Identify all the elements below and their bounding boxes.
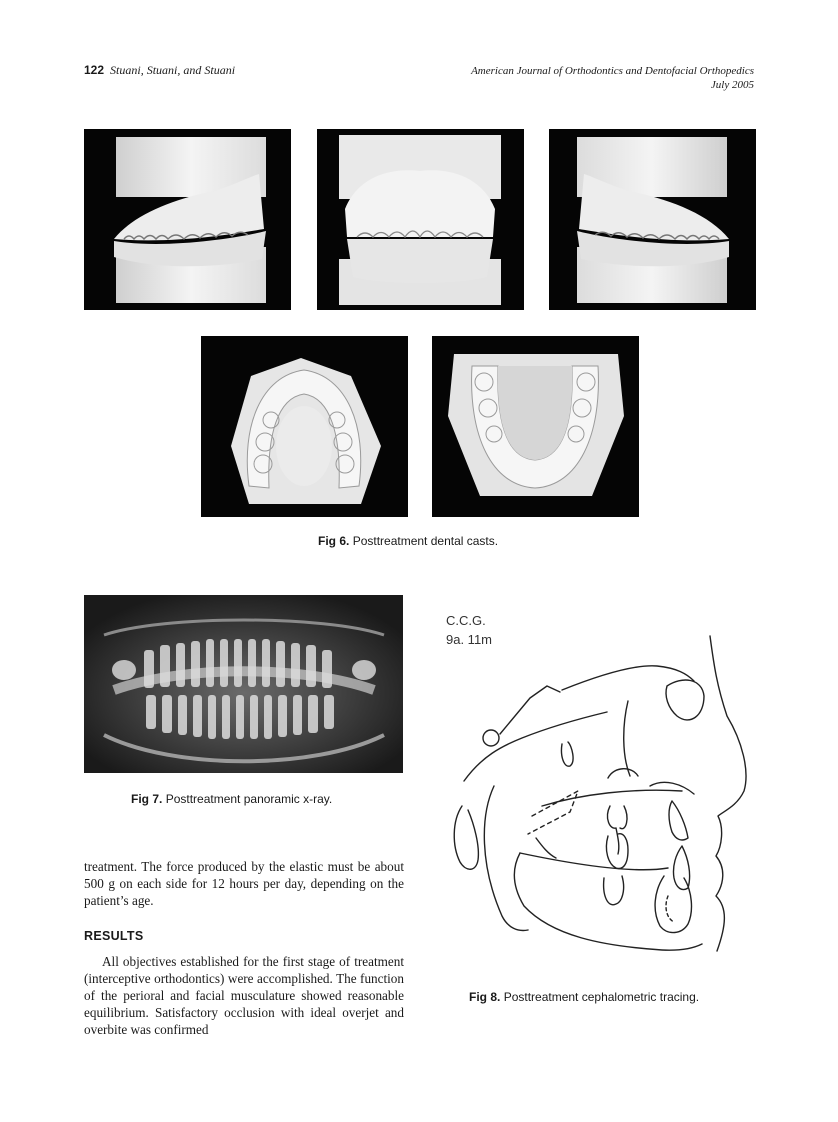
results-heading: RESULTS [84, 929, 144, 943]
body-paragraph-2 [84, 953, 404, 1038]
cast-photo-right-lateral [84, 129, 291, 310]
fig8-caption-text: Posttreatment cephalometric tracing. [503, 990, 700, 1004]
running-header-right [471, 64, 754, 92]
cast-photo-maxillary-occlusal [201, 336, 408, 517]
cephalometric-tracing [432, 606, 757, 978]
running-header-left [84, 63, 235, 78]
cast-photo-left-lateral [549, 129, 756, 310]
paragraph-2-text: All objectives established for the first stage of treatment (interceptive orthodontics) were accomplished. The function of the perioral and facial musculature showed reasonable equilibrium. Satisfactory occlusion with ideal overjet and overbite was confirmed [84, 954, 404, 1037]
paragraph-1-text: treatment. The force produced by the elastic must be about 500 g on each side for 12 hours per day, depending on the patient’s age. [84, 859, 404, 908]
body-paragraph-1 [84, 858, 404, 909]
fig8-caption [469, 990, 699, 1004]
patient-code-label: C.C.G. [446, 613, 486, 628]
fig7-label: Fig 7. [131, 792, 163, 806]
fig6-label: Fig 6. [318, 534, 350, 548]
fig7-caption [131, 792, 332, 806]
fig7-caption-text: Posttreatment panoramic x-ray. [165, 792, 333, 806]
journal-name: American Journal of Orthodontics and Dentofacial Orthopedics [471, 65, 754, 77]
fig8-label: Fig 8. [469, 990, 501, 1004]
issue-date: July 2005 [710, 79, 754, 91]
page-number: 122 [84, 63, 105, 77]
fig6-caption [318, 534, 498, 548]
cast-photo-mandibular-occlusal [432, 336, 639, 517]
author-names: Stuani, Stuani, and Stuani [110, 63, 236, 77]
cast-photo-frontal [317, 129, 524, 310]
panoramic-xray [84, 595, 403, 773]
fig6-caption-text: Posttreatment dental casts. [352, 534, 499, 548]
patient-age-label: 9a. 11m [446, 632, 493, 647]
